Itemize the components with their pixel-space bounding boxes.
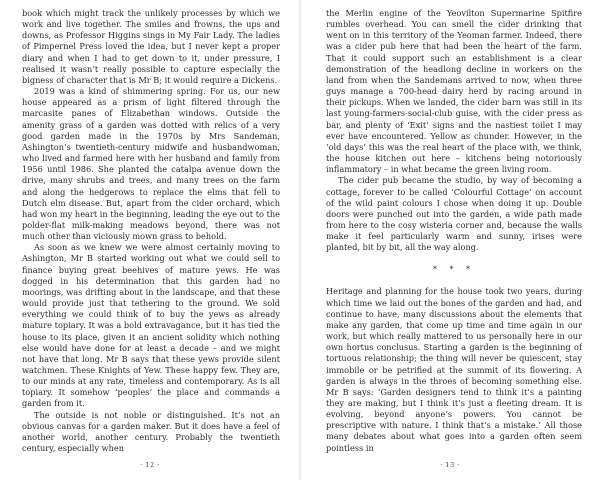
left-paragraph-3: As soon as we knew we were almost certainly moving to Ashington, Mr B started working out what we could sell to finance buying great beehives of mature yews. He was dogged in his determination that this garden had no moorings, was drifting about in the landscape, and that these would provide just that tethering to the ground. We sold everything we could think of to buy the yews as already mature topiary. It was a bold extravagance, but it has tied the house to its place, given it an ancient solidity which nothing else would have done for at least a decade – and we might not have that long. Mr B says that these yews provide silent watchmen. These Knights of Yew. These happy few. They are, to our minds at any rate, timeless and contemporary. As is all topiary. It somehow ‘peoples’ the place and commands a garden from it. <box>22 242 280 409</box>
right-page-number: · 13 · <box>440 461 460 469</box>
left-paragraph-4: The outside is not noble or distinguished. It’s not an obvious canvas for a garden maker. But it does have a feel of another world, another century. Probably the twentieth century, especially when <box>22 409 280 454</box>
left-page-number: · 12 · <box>140 461 160 469</box>
left-paragraph-2: 2019 was a kind of shimmering spring. For us, our new house appeared as a prism of light filtered through the marcasite panes of Elizabethan windows. Outside the amenity grass of a garden was dotted with relics of a very good garden made in the 1970s by Mrs Sandeman, Ashington’s twentieth-century midwife and husbandwoman, who lived and farmed here with her husband and family from 1956 until 1986. She planted the catalpa avenue down the drive, many shrubs and trees, and many trees on the farm and along the hedgerows to replace the elms that fell to Dutch elm disease. But, apart from the cider orchard, which had won my heart in the beginning, leading the eye out to the polder-flat milk-making meadows beyond, there was not much other than viciously mown grass to behold. <box>22 86 280 242</box>
left-paragraph-1: book which might track the unlikely processes by which we work and live together. The smiles and frowns, the ups and downs, as Professor Higgins sings in My Fair Lady. The ladies of Pimpernel Press loved the idea, but I never kept a proper diary and when I had to get down to it, under pressure, I realised it wasn’t really possible to capture especially the bigness of character that is Mr B; it would require a Dickens. <box>22 8 280 85</box>
right-page <box>300 0 600 480</box>
right-page-body <box>326 8 582 456</box>
right-paragraph-2: The cider pub became the studio, by way of becoming a cottage, forever to be called ‘Colourful Cottage’ on account of the wild paint colours I chose when doing it up. Double doors were punched out into the garden, a wide path made from here to the cosy wisteria corner and, because the walls make it feel particularly warm and sunny, irises were planted, bit by bit, all the way along. <box>326 175 582 253</box>
right-paragraph-3: Heritage and planning for the house took two years, during which time we laid out the bones of the garden and had, and continue to have, many discussions about the elements that make any garden, that come up time and time again in our work, but which really mattered to us personally here in our own hortus conclusus. Starting a garden is the beginning of tortuous relationship; the thing will never be quiescent, stay immobile or be petrified at the summit of its flowering. A garden is always in the throes of becoming something else. Mr B says: ‘Garden designers tend to think it’s a painting they are making, but I think it’s just a fleeting dream. It is evolving, beyond anyone’s powers. You cannot be prescriptive with nature. I think that’s a mistake.’ All those many debates about what goes into a garden often seem pointless in <box>326 286 582 453</box>
right-paragraph-1: the Merlin engine of the Yeovilton Supermarine Spitfire rumbles overhead. You can smell the cider drinking that went on in this territory of the Yeoman farmer. Indeed, there was a cider pub here that had been the heart of the farm. That it could support such an establishment is a clear demonstration of the headlong decline in workers on the land from when the Sandemans arrived to now, when three guys manage a 700-head dairy herd by racing around in their pickups. When we landed, the cider barn was still in its last young-farmers-social-club guise, with the cider press as bar, and plenty of ‘Exit’ signs and the nastiest toilet I may ever have encountered. Yellow as chunder. However, in the ‘old days’ this was the real heart of the place with, we think, the house kitchen out here – kitchens being notoriously inflammatory – in what became the green living room. <box>326 8 582 175</box>
left-page-body <box>22 8 280 456</box>
section-separator: * * * <box>432 265 476 275</box>
